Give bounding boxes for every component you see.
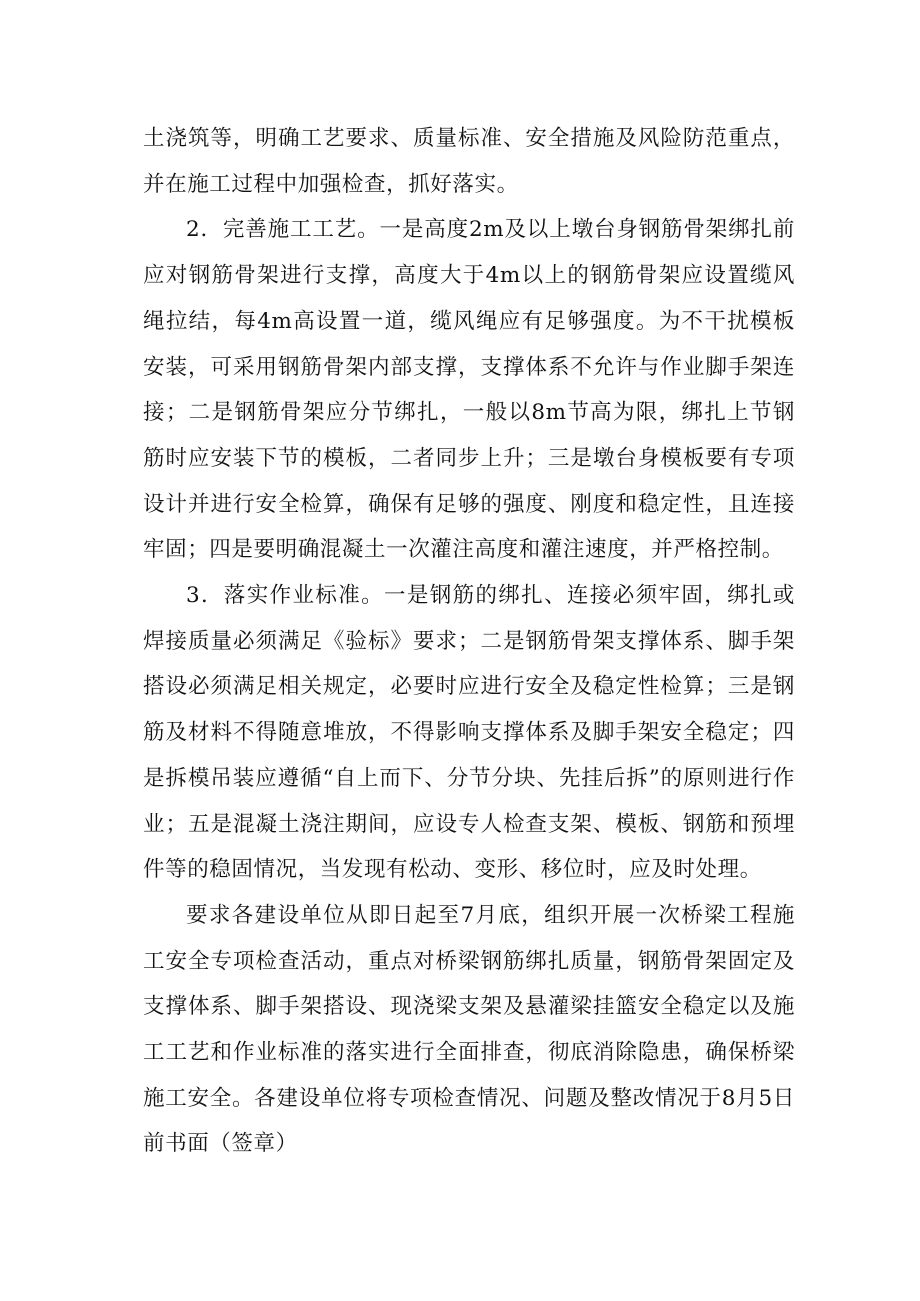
body-text	[143, 116, 795, 1167]
paragraph-construction-process: 2．完善施工工艺。一是高度2m及以上墩台身钢筋骨架绑扎前应对钢筋骨架进行支撑，高度大于4m以上的钢筋骨架应设置缆风绳拉结，每4m高设置一道，缆风绳应有足够强度。为不干扰模板安装，可采用钢筋骨架内部支撑，支撑体系不允许与作业脚手架连接；二是钢筋骨架应分节绑扎，一般以8m节高为限，绑扎上节钢筋时应安装下节的模板，二者同步上升；三是墩台身模板要有专项设计并进行安全检算，确保有足够的强度、刚度和稳定性，且连接牢固；四是要明确混凝土一次灌注高度和灌注速度，并严格控制。	[143, 217, 796, 563]
paragraph-work-standards: 3．落实作业标准。一是钢筋的绑扎、连接必须牢固，绑扎或焊接质量必须满足《验标》要求；二是钢筋骨架支撑体系、脚手架搭设必须满足相关规定，必要时应进行安全及稳定性检算；三是钢筋及材料不得随意堆放，不得影响支撑体系及脚手架安全稳定；四是拆模吊装应遵循“自上而下、分节分块、先挂后拆”的原则进行作业；五是混凝土浇注期间，应设专人检查支架、模板、钢筋和预埋件等的稳固情况，当发现有松动、变形、移位时，应及时处理。	[143, 583, 795, 883]
paragraph-inspection-requirement: 要求各建设单位从即日起至7月底，组织开展一次桥梁工程施工安全专项检查活动，重点对桥梁钢筋绑扎质量，钢筋骨架固定及支撑体系、脚手架搭设、现浇梁支架及悬灌梁挂篮安全稳定以及施工工艺和作业标准的落实进行全面排查，彻底消除隐患，确保桥梁施工安全。各建设单位将专项检查情况、问题及整改情况于8月5日前书面（签章）	[143, 902, 795, 1157]
paragraph-continuation: 土浇筑等，明确工艺要求、质量标准、安全措施及风险防范重点，并在施工过程中加强检查，抓好落实。	[143, 126, 795, 197]
